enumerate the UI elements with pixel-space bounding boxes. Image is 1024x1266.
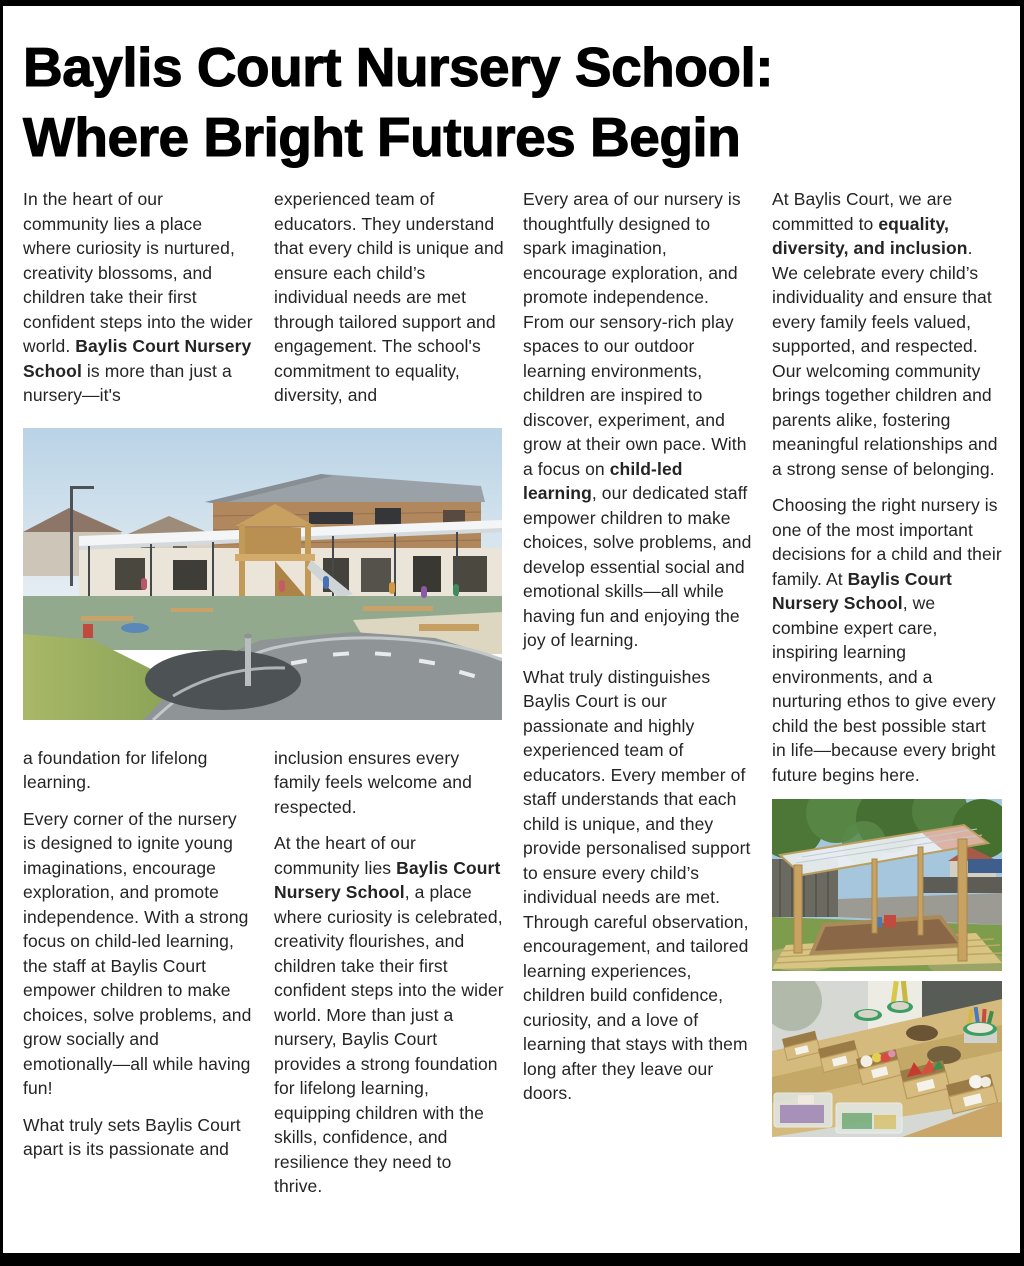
outdoor-shelter-photo	[772, 799, 1002, 971]
left-columns	[23, 187, 504, 1211]
paragraph: Every area of our nursery is thoughtfully designed to spark imagination, encourage exploration, and promote independence. From our sensory-rich play spaces to our outdoor learning environments, children are inspired to discover, experiment, and grow at their own pace. With a focus on child-led learning, our dedicated staff empower children to make choices, solve problems, and develop essential social and emotional skills—all while having fun and enjoying the joy of learning.	[523, 189, 752, 650]
paragraph: At the heart of our community lies Baylis Court Nursery School, a place where curiosity is celebrated, creativity flourishes, and children take their first confident steps into the wider world. More than just a nursery, Baylis Court provides a strong foundation for lifelong learning, equipping children with the skills, confidence, and resilience they need to thrive.	[274, 833, 504, 1196]
column-1-top	[23, 187, 253, 420]
craft-trays-photo-illustration	[772, 981, 1002, 1137]
column-4	[772, 187, 1002, 1137]
paragraph: At Baylis Court, we are committed to equality, diversity, and inclusion. We celebrate every child’s individuality and ensure that every family feels valued, supported, and respected. Our welcoming community brings together children and parents alike, fostering meaningful relationships and a strong sense of belonging.	[772, 189, 998, 479]
paragraph: What truly distinguishes Baylis Court is our passionate and highly experienced team of educators. Every member of staff understands that each child is unique, and they provide personalised support to ensure every child’s individual needs are met. Through careful observation, encouragement, and tailored learning experiences, children build confidence, curiosity, and a love of learning that stays with them long after they leave our doors.	[523, 666, 751, 1103]
paragraph: What truly sets Baylis Court apart is its passionate and	[23, 1114, 241, 1159]
paragraph: Choosing the right nursery is one of the most important decisions for a child and their family. At Baylis Court Nursery School, we combine expert care, inspiring learning environments, and a nurturing ethos to give every child the best possible start in life—because every bright future begins here.	[772, 495, 1002, 785]
paragraph: a foundation for lifelong learning.	[23, 747, 208, 792]
paragraph: experienced team of educators. They understand that every child is unique and ensure each child’s individual needs are met through tailored support and engagement. The school's commitment to equality, diversity, and	[274, 189, 504, 405]
column-1-bottom	[23, 746, 253, 1211]
column-2-top	[274, 187, 504, 420]
column-3	[523, 187, 753, 1118]
column-2-bottom	[274, 746, 504, 1211]
article-columns	[3, 187, 1020, 1211]
playground-photo	[23, 428, 504, 720]
playground-photo-illustration	[23, 428, 502, 720]
title-line-2: Where Bright Futures Begin	[23, 106, 741, 168]
page-title	[23, 32, 996, 172]
outdoor-shelter-photo-illustration	[772, 799, 1002, 971]
paragraph: In the heart of our community lies a place where curiosity is nurtured, creativity blossoms, and children take their first confident steps into the wider world. Baylis Court Nursery School is more than just a nursery—it's	[23, 189, 253, 405]
paragraph: inclusion ensures every family feels welcome and respected.	[274, 747, 472, 817]
craft-trays-photo	[772, 981, 1002, 1137]
paragraph: Every corner of the nursery is designed to ignite young imaginations, encourage exploration, and promote independence. With a strong focus on child-led learning, the staff at Baylis Court empower children to make choices, solve problems, and grow socially and emotionally—all while having fun!	[23, 808, 252, 1098]
left-columns-top	[23, 187, 504, 420]
left-columns-bottom	[23, 746, 504, 1211]
title-line-1: Baylis Court Nursery School:	[23, 36, 774, 98]
column-4-text	[772, 187, 1002, 787]
